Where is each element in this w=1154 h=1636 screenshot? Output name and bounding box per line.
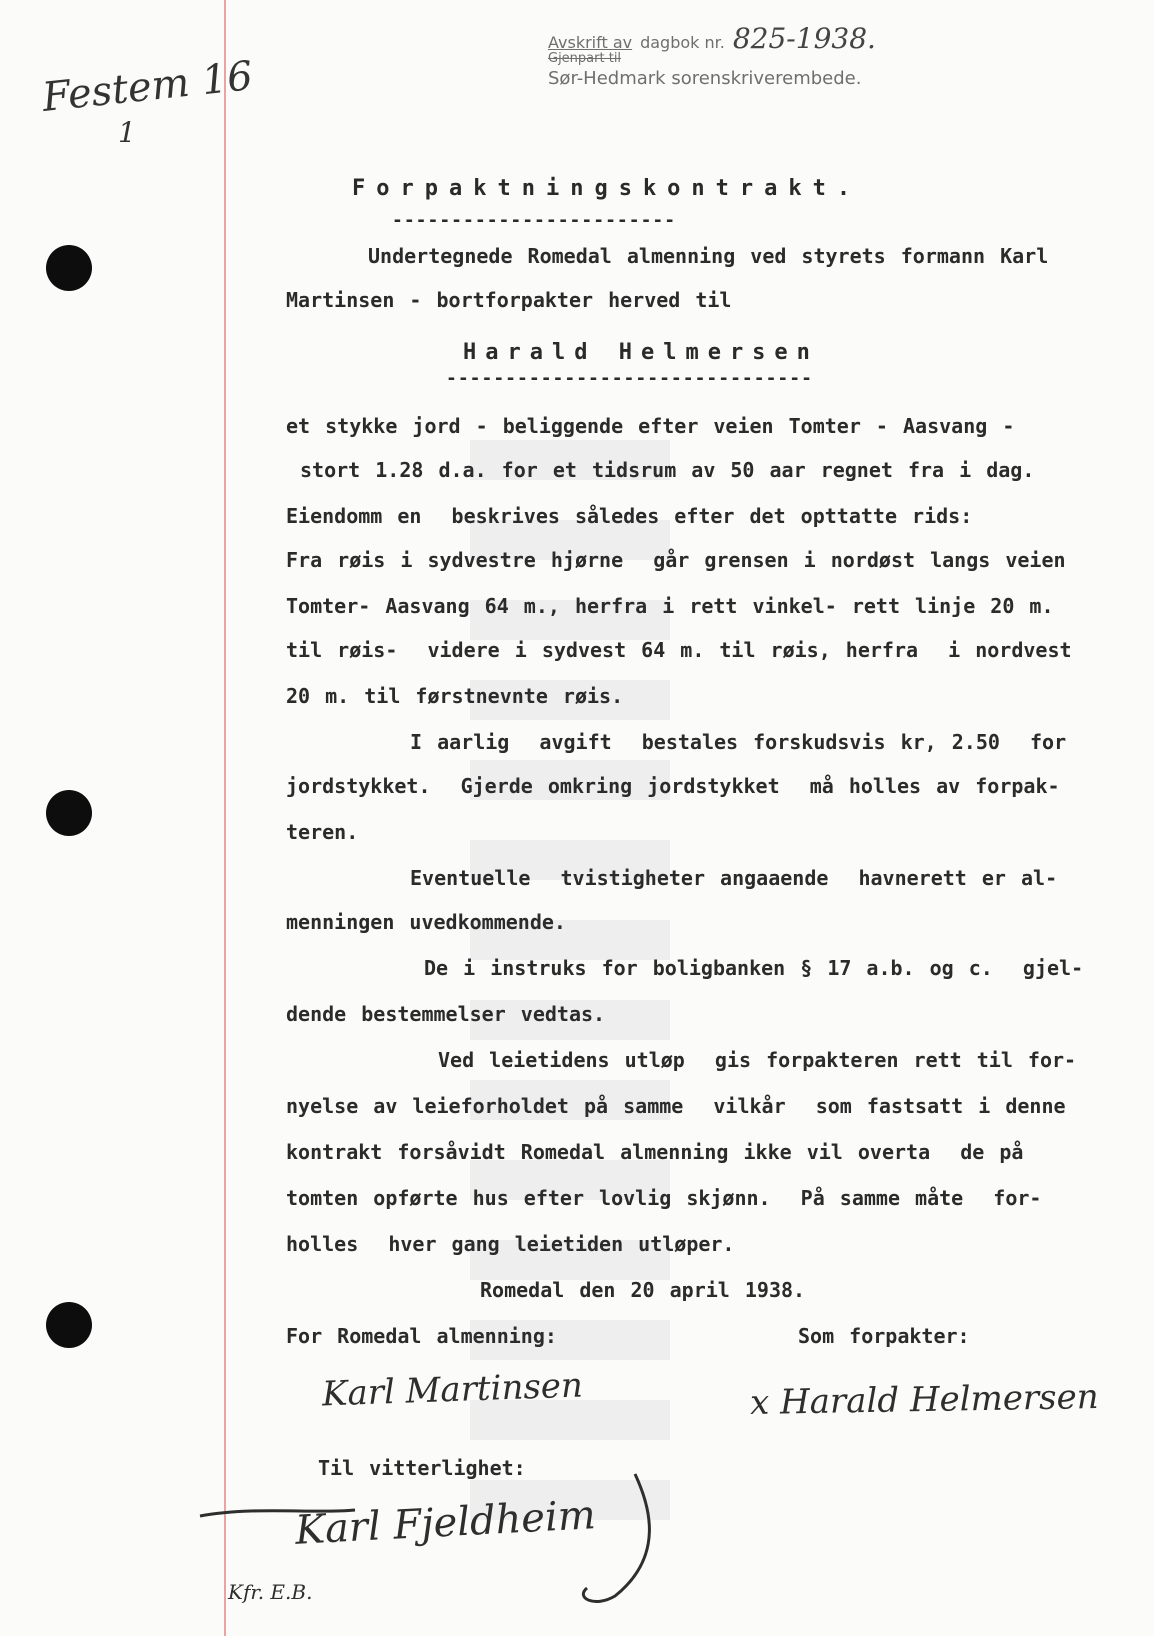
stamp-office: Sør-Hedmark sorenskriverembede. [548,68,862,89]
body-line: menningen uvedkommende. [286,910,566,934]
body-line: holles hver gang leietiden utløper. [286,1232,735,1256]
margin-mark: 1 [118,116,136,149]
signature-bottom-note: Kfr. E.B. [228,1580,313,1604]
signatory-right-label: Som forpakter: [798,1324,970,1348]
body-line: nyelse av leieforholdet på samme vilkår som fastsatt i denne [286,1094,1066,1118]
body-line: Undertegnede Romedal almenning ved styrets formann Karl [368,244,1049,268]
lessee-name: Harald Helmersen [463,340,819,365]
body-line: stort 1.28 d.a. for et tidsrum av 50 aar regnet fra i dag. [300,458,1035,482]
stamp-prefix: Avskrift av [548,33,633,52]
margin-note: Festem 16 [40,53,255,121]
body-line: et stykke jord - beliggende efter veien Tomter - Aasvang - [286,414,1015,438]
punch-hole [46,790,92,836]
punch-hole [46,245,92,291]
body-line: jordstykket. Gjerde omkring jordstykket må holles av forpak- [286,774,1060,798]
margin-rule [224,0,226,1636]
body-line: De i instruks for boligbanken § 17 a.b. og c. gjel- [424,956,1084,980]
signature-left: Karl Martinsen [321,1365,584,1415]
name-underline: ------------------------------- [446,368,813,389]
body-line: teren. [286,820,359,844]
body-line: Ved leietidens utløp gis forpakteren rett til for- [438,1048,1077,1072]
stamp-struck-text: Gjenpart til [548,51,622,66]
body-line: Eventuelle tvistigheter angaaende havnerett er al- [410,866,1058,890]
body-line: Fra røis i sydvestre hjørne går grensen i nordøst langs veien [286,548,1066,572]
body-line: tomten opførte hus efter lovlig skjønn. På samme måte for- [286,1186,1042,1210]
date-line: Romedal den 20 april 1938. [480,1278,806,1302]
document-title: Forpaktningskontrakt. [352,176,862,201]
signatory-left-label: For Romedal almenning: [286,1324,557,1348]
body-line: I aarlig avgift bestales forskudsvis kr, 2.50 for [410,730,1067,754]
body-line: dende bestemmelser vedtas. [286,1002,606,1026]
body-line: Martinsen - bortforpakter herved til [286,288,732,312]
title-underline: ------------------------ [392,210,677,231]
stamp-dagbok-label: dagbok nr. [640,33,725,52]
body-line: til røis- videre i sydvest 64 m. til røis, herfra i nordvest [286,638,1072,662]
body-line: Tomter- Aasvang 64 m., herfra i rett vinkel- rett linje 20 m. [286,594,1054,618]
body-line: Eiendomm en beskrives således efter det opttatte rids: [286,504,973,528]
registry-stamp [548,22,968,89]
signature-right: x Harald Helmersen [749,1376,1099,1424]
punch-hole [46,1302,92,1348]
body-line: 20 m. til førstnevnte røis. [286,684,624,708]
signature-witness: Karl Fjeldheim [294,1492,597,1554]
body-line: kontrakt forsåvidt Romedal almenning ikke vil overta de på [286,1140,1024,1164]
witness-label: Til vitterlighet: [318,1456,526,1480]
stamp-number: 825-1938. [732,22,876,55]
